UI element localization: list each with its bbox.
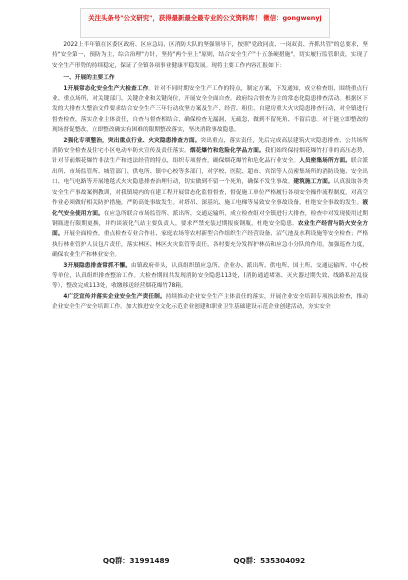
paragraph-responsibility (52, 292, 368, 313)
item-body: 我们始终保持烟花爆竹打非的高压态势，针对节前烟花爆竹非法生产和违法经营的特点，组织专项督查，确保烟花爆竹和危化品行业安全。 (52, 148, 368, 165)
sub-title-crowded-places: 人员密集场所方面。 (299, 158, 351, 165)
paragraph-hazard-investigation (52, 261, 368, 292)
item-body: 在应急所联合市场监管所、派出所、交通运输所，成立检查组对全镇进行大排查，检查中对发现使用过期钢瓶进行限期更换，并约谈液化气站主要负责人，要求严禁充装过期报废钢瓶，杜绝安全隐患。 (52, 210, 368, 227)
paragraph-special-rectification (52, 136, 368, 261)
item-body: 。针对不同时期安全生产工作的特点，制定方案，下发通知，成立检查组，围绕重点行业、重点场所，对关键部门、关键企业和关键岗位，开展安全全面自查。政府综合督查为主的常态化隐患排查活动。根据区下发的大排查大整治文件要求结合安全生产三年行动攻坚方案及生产、经营、租住、自建房重大火灾隐患排查行动，对全镇进行督查检查，落实企业主体责任，自查与督查相结合，确保检查无漏洞，无疏忽，做到不留死角、不留后患。对于能立即整改的现场督促整改，立即整改确实有困难的限期整改落实，坚决消除事故隐患。 (52, 85, 368, 134)
sub-title-agriculture: 农业生产经营与防火安全方面。 (52, 220, 368, 238)
sub-title-fireworks: 烟花爆竹和危险化学品方面。 (189, 148, 265, 155)
sub-title-construction: 建筑施工方面。 (293, 179, 334, 186)
item-title: 4广泛宣传并落实企业安全生产责任制。 (63, 293, 166, 300)
item-title: 1开展常态化安全生产大检查工作 (63, 85, 149, 92)
item-body: 持续推动企业安全生产主体责任的落实，开展企业安全培训专项执法检查，推动企业安全生产安全培训工作。加大推进安全文化示范企业创建和职业卫生基础建设示范企业创建活动，夯实安全 (52, 293, 368, 311)
section-heading: 一、开展的主要工作 (63, 75, 115, 82)
qq-group-1: QQ群：31991489 (102, 556, 170, 565)
paragraph-routine-inspection (52, 84, 368, 136)
item-title: 3开展隐患排查常抓不懈。 (63, 262, 132, 269)
item-body: 突出重点，落实责任，先后完成高层建筑火灾隐患排查、公共场所消防安全检查及住宅小区电动车防火宣传及责任落实。 (52, 137, 368, 155)
document-body (52, 40, 368, 545)
promo-banner-text: 关注头条号"公文研究"，获得最新最全最专业的公文资料库！ 微信：gongwenyj (88, 14, 322, 22)
item-body: 由镇政府牵头，认真组织镇应急所、企业办、派出所、供电所、国土所、交通运输所、中心校等单位，认真组织排查整治工作。大检查期间共发现消防安全隐患113处，(消防通道堵塞、灭火器过期失效、线路私拉乱接等），整改完成113处，收缴移送经营烟花爆竹78箱。 (52, 262, 368, 290)
item-body: 开展全面检查，重点检查专业合作社、家庭农场等农村新型合作组织生产经营设备、沼气池及水利设施等安全检查；严格执行林业管护人员包片责任，落实林区、林区火灾监管等责任，各村要充分发挥护林员和应急小分队的作用，加强巡查力度，确保农业生产和林业安全。 (52, 231, 368, 259)
intro-paragraph: 2022上半年镇在区委区政府、区应急局、区消防大队的坚强领导下，按照"党政同责、一岗双责、齐抓共管"的总要求，坚持"安全第一，预防为主，综合治理"方针，坚持"两个至上"原则，结合安全生产"十五条硬措施"，切实履行监管职责，实现了安全生产形势的持续稳定，保证了全镇各项事业健康平稳发展。现将主要工作内容汇报如下： (52, 42, 368, 69)
footer-contact (0, 554, 408, 568)
item-body: 联合派出所、市场监管所、城管部门、供电所、镇中心校等多部门，对学校、医院、超市、宾馆等人员密集场所的消防设施、安全出口、电气电路等开展地毯式火灾隐患排查治理行动，切实做到不留一个死角，确保不发生事故。 (52, 158, 368, 186)
item-body: 认真汲取各类安全生产事故案例教训，对我镇境内的在建工程开展常态化监督督查，督促施工单位严格履行各项安全操作流程制度，对高空作业必须做好相关防护措施，严防高处事故发生。对塔吊、深基坑、施工电梯等易致安全事故设备，杜绝安全事故的发生。 (52, 179, 368, 207)
item-title: 2强化专项整治，突出重点行业、火灾隐患排查方面。 (63, 137, 201, 144)
sub-title-lpg: 液化气安全使用方面。 (52, 200, 368, 217)
promo-banner (80, 8, 330, 38)
qq-group-2: QQ群：535304092 (233, 556, 306, 565)
